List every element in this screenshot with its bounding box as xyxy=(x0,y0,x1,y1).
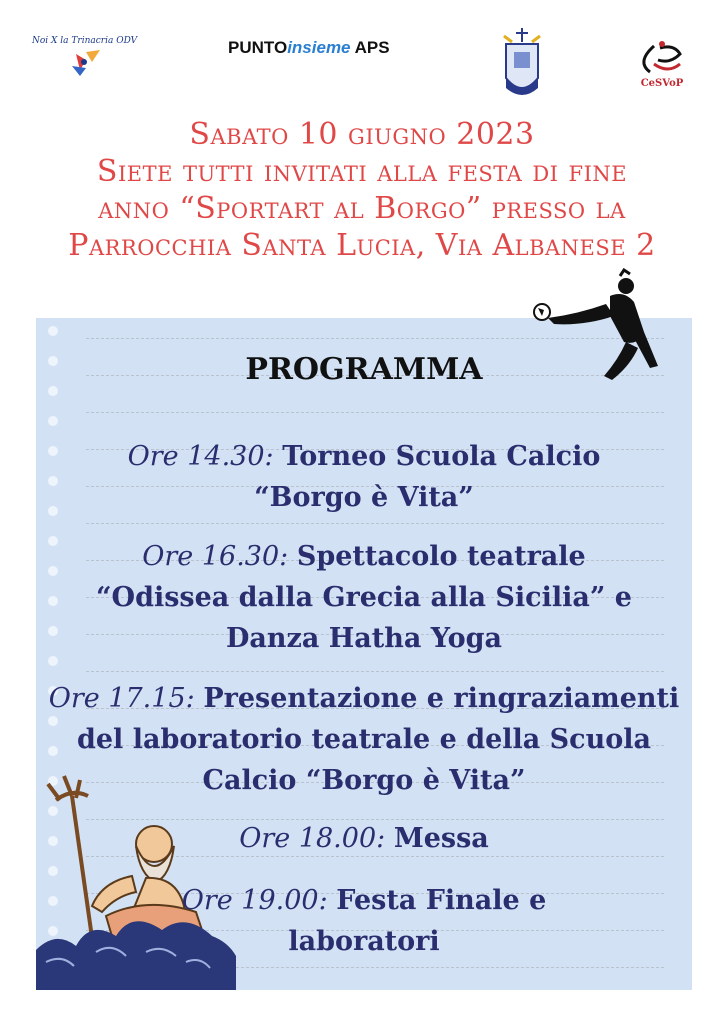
program-item-3 xyxy=(36,678,692,801)
header-line-3: anno “Sportart al Borgo” presso la xyxy=(98,191,626,226)
binder-hole xyxy=(48,326,58,336)
punto-insieme-logo xyxy=(228,38,428,62)
program-item-5-desc-2: laboratori xyxy=(288,926,440,957)
program-item-4 xyxy=(36,818,692,859)
program-item-4-time: Ore 18.00: xyxy=(239,823,386,854)
header-date: Sabato 10 giugno 2023 xyxy=(189,117,535,152)
program-item-3-desc-3: Calcio “Borgo è Vita” xyxy=(202,765,526,796)
program-item-2-desc-1: Spettacolo teatrale xyxy=(296,541,586,572)
program-item-2-line-1 xyxy=(36,536,692,577)
program-item-5-desc-1: Festa Finale e xyxy=(336,885,547,916)
logo-left-text: Noi X la Trinacria ODV xyxy=(32,36,138,46)
paper-rule-line xyxy=(86,671,664,672)
program-item-3-desc-1: Presentazione e ringraziamenti xyxy=(203,683,680,714)
logo-center-tail: APS xyxy=(350,38,390,57)
program-item-3-desc-2: del laboratorio teatrale e della Scuola xyxy=(77,724,651,755)
program-item-3-time: Ore 17.15: xyxy=(48,683,195,714)
program-item-3-line-1 xyxy=(36,678,692,719)
header-line-4: Parrocchia Santa Lucia, Via Albanese 2 xyxy=(68,228,656,263)
logo-center-bold: PUNTO xyxy=(228,38,288,57)
program-item-1 xyxy=(36,436,692,518)
program-item-2-desc-3: Danza Hatha Yoga xyxy=(225,623,503,654)
program-item-2-desc-2: “Odissea dalla Grecia alla Sicilia” e xyxy=(96,582,632,613)
program-item-5 xyxy=(36,880,692,962)
program-item-1-time: Ore 14.30: xyxy=(127,441,274,472)
binder-hole xyxy=(48,416,58,426)
program-item-1-desc-1: Torneo Scuola Calcio xyxy=(282,441,601,472)
logo-right-text: CeSVoP xyxy=(640,78,684,89)
program-item-5-time: Ore 19.00: xyxy=(181,885,328,916)
noi-x-la-trinacria-logo xyxy=(28,32,138,82)
parish-crest-logo xyxy=(496,26,548,102)
program-item-4-desc-1: Messa xyxy=(393,823,489,854)
program-item-5-line-1 xyxy=(36,880,692,921)
logo-center-italic: insieme xyxy=(287,38,351,57)
cesvop-mark-icon xyxy=(632,38,692,78)
program-item-2-time: Ore 16.30: xyxy=(142,541,289,572)
binder-hole xyxy=(48,386,58,396)
event-header xyxy=(0,116,724,264)
program-item-1-desc-2: “Borgo è Vita” xyxy=(254,482,474,513)
paper-rule-line xyxy=(86,523,664,524)
paper-rule-line xyxy=(86,412,664,413)
cesvop-logo xyxy=(632,38,692,94)
church-crest-icon xyxy=(496,26,548,102)
program-item-1-line-1 xyxy=(36,436,692,477)
header-line-2: Siete tutti invitati alla festa di fine xyxy=(96,154,628,189)
program-item-4-line-1 xyxy=(36,818,692,859)
programma-title: PROGRAMMA xyxy=(245,352,483,387)
program-item-2 xyxy=(36,536,692,659)
